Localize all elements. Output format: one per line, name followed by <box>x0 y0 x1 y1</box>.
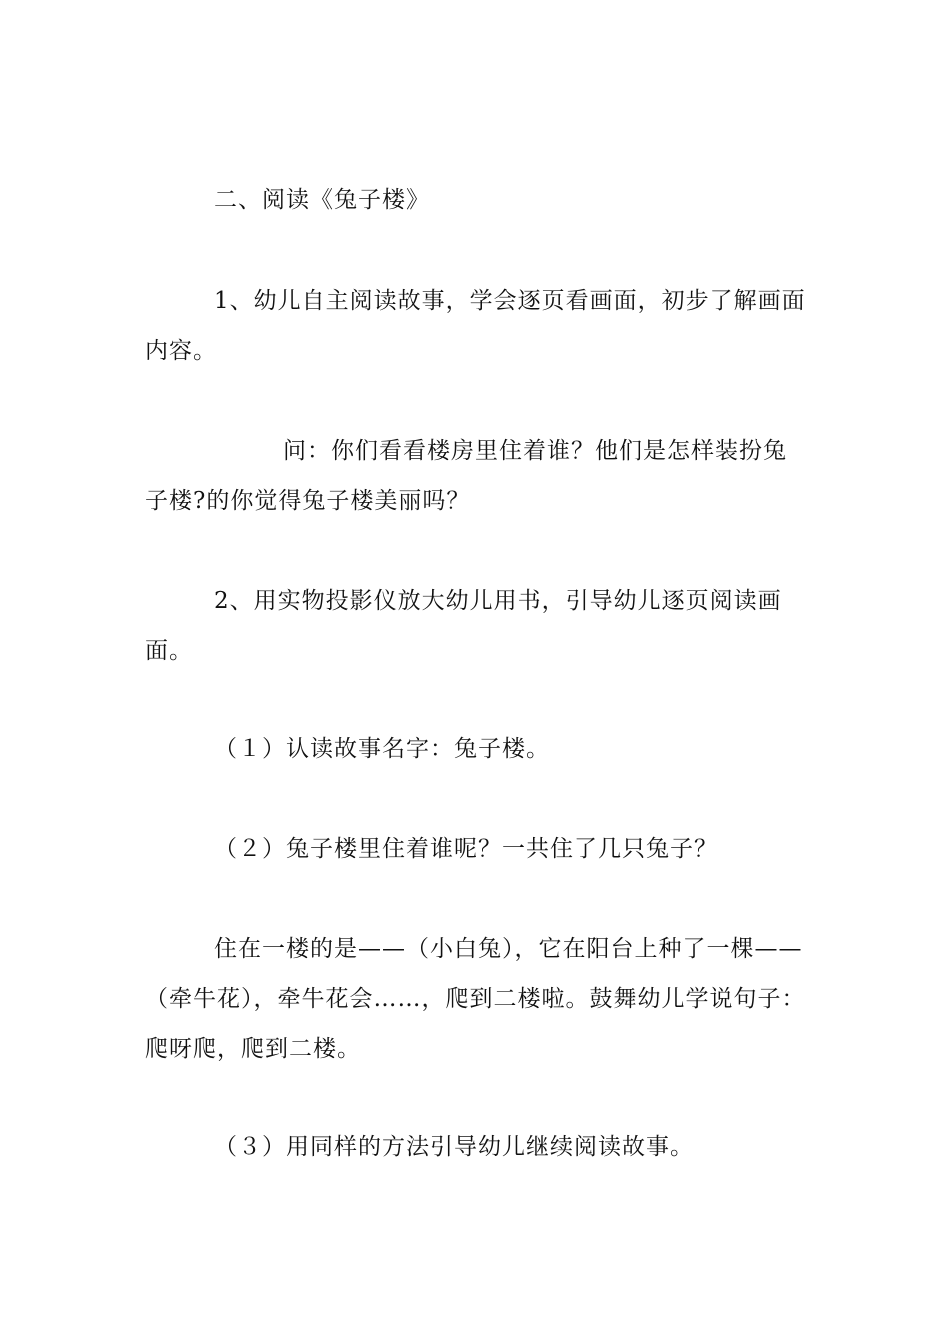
item-2-paragraph: 2、用实物投影仪放大幼儿用书，引导幼儿逐页阅读画面。 <box>145 588 782 664</box>
sub-item-1: （１）认读故事名字：兔子楼。 <box>214 736 550 762</box>
sub-item-3: （３）用同样的方法引导幼儿继续阅读故事。 <box>214 1134 694 1160</box>
section-heading: 二、阅读《兔子楼》 <box>214 187 430 213</box>
sub-item-2: （２）兔子楼里住着谁呢？一共住了几只兔子？ <box>214 836 718 862</box>
item-1-paragraph: 1、幼儿自主阅读故事，学会逐页看画面，初步了解画面内容。 <box>145 288 806 364</box>
story-paragraph: 住在一楼的是——（小白兔），它在阳台上种了一棵——（牵牛花），牵牛花会……，爬到二楼啦。鼓舞幼儿学说句子：爬呀爬，爬到二楼。 <box>145 936 806 1062</box>
question-paragraph: 问：你们看看楼房里住着谁？他们是怎样装扮兔子楼?的你觉得兔子楼美丽吗？ <box>145 438 787 514</box>
